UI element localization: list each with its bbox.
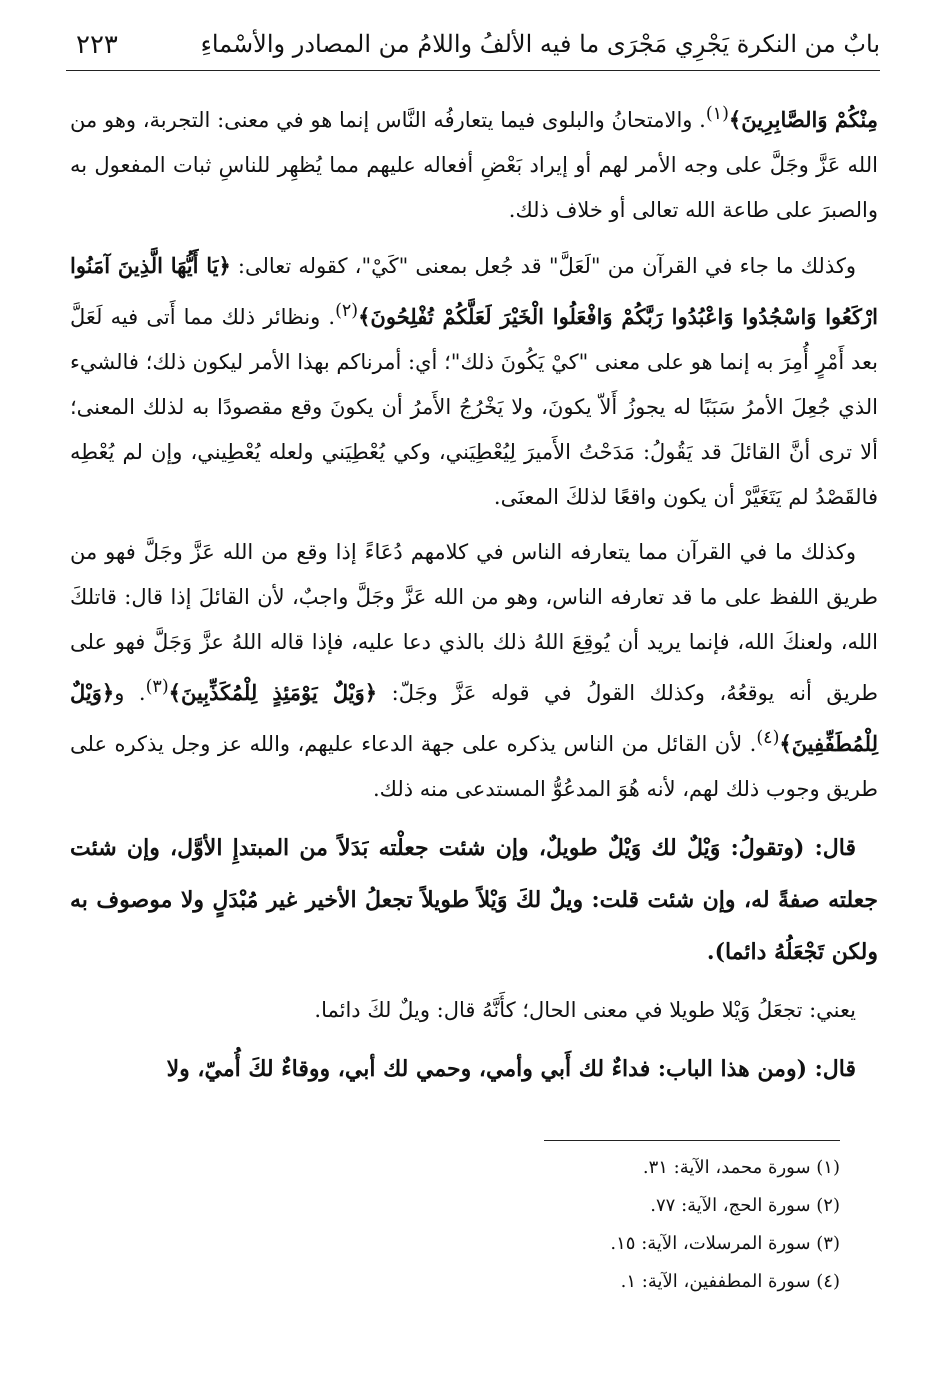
quran-quote: ﴿وَيْلٌ لِلْمُطَفِّفِينَ﴾	[70, 680, 878, 756]
paragraph-2	[70, 243, 878, 520]
footnote-divider	[544, 1140, 840, 1141]
paragraph-text: وكذلك ما في القرآن مما يتعارفه الناس في كلامهم دُعَاءً إذا وقع من الله عَزَّ وجَلَّ فهو من طريق اللفظ على ما قد تعارفه الناس، وهو من الله عَزَّ وجَلَّ واجبٌ، لأن القائلَ إذا قال: قاتلكَ الله، ولعنكَ الله، فإنما يريد أن يُوقِعَ اللهُ ذلك بالذي دعا عليه، فإذا قاله اللهُ عزَّ وَجَلَّ فهو على طريق أنه يوقعُهُ، وكذلك القولُ في قوله عَزَّ وجَلّ:	[70, 540, 879, 705]
paragraph-text: . و	[114, 681, 146, 705]
matn-paragraph-2: قال: (ومن هذا الباب: فداءٌ لك أَبي وأمي، وحمي لك أبي، ووقاءٌ لكَ أُميّ، ولا	[166, 1056, 856, 1082]
page-number: ٢٢٣	[76, 30, 118, 60]
footnote-ref: (٣)	[145, 677, 169, 697]
matn-paragraph-1: قال: (وتقولُ: وَيْلٌ لك وَيْلٌ طويلٌ، وإن شئت جعلْته بَدَلاً من المبتدإِ الأوَّل، وإن شئت جعلته صفةً له، وإن شئت قلت: ويلٌ لكَ وَيْلاً طويلاً تجعلُ الأخير غير مُبْدَلٍ ولا موصوف به ولكن تَجْعَلُهُ دائما).	[70, 835, 878, 965]
paragraph-3	[70, 530, 878, 812]
quran-quote: ﴿يَا أَيُّهَا الَّذِينَ آمَنُوا ارْكَعُوا وَاسْجُدُوا وَاعْبُدُوا رَبَّكُمْ وَافْعَلُوا الْخَيْرَ لَعَلَّكُمْ تُفْلِحُونَ﴾	[70, 253, 878, 329]
quran-quote: مِنْكُمْ وَالصَّابِرِينَ﴾	[728, 107, 878, 132]
page-body	[70, 92, 878, 1105]
paragraph-1	[70, 92, 878, 233]
paragraph-4: يعني: تجعَلُ وَيْلا طويلا في معنى الحال؛ كأَنَّهُ قال: ويلٌ لكَ دائما.	[314, 998, 856, 1022]
footnote-ref: (٢)	[335, 301, 359, 321]
running-title: بابٌ من النكرة يَجْرِي مَجْرَى ما فيه الألفُ واللامُ من المصادر والأسْماءِ	[200, 30, 880, 58]
footnote-2: (٢) سورة الحج، الآية: ٧٧.	[650, 1195, 840, 1216]
paragraph-text: . لأن القائل من الناس يذكره على جهة الدعاء عليهم، والله عز وجل يذكره على طريق وجوب ذلك لهم، لأنه هُوَ المدعُوُّ المستدعى منه ذلك.	[70, 732, 878, 801]
paragraph-text: وكذلك ما جاء في القرآن من "لَعَلَّ" قد جُعل بمعنى "كَيْ"، كقوله تعالى:	[230, 254, 856, 278]
footnote-1: (١) سورة محمد، الآية: ٣١.	[642, 1157, 840, 1178]
footnotes	[420, 1150, 840, 1302]
quran-quote: ﴿وَيْلٌ يَوْمَئِذٍ لِلْمُكَذِّبِينَ﴾	[168, 680, 378, 705]
paragraph-text: . ونظائر ذلك مما أَتى فيه لَعَلَّ بعد أَمْرٍ أُمِرَ به إنما هو على معنى "كيْ يَكُونَ ذلك"؛ أي: أمرناكم بهذا الأمر ليكون ذلك؛ فالشيء الذي جُعِلَ الأمرُ سَبَبًا له يجوزُ أَلاّ يكونَ، ولا يَخْرُجُ الأَمرُ أن يكونَ وقع مقصودًا به لذلك المعنى؛ ألا ترى أنَّ القائلَ قد يَقُولُ: مَدَحْتُ الأَميرَ لِيُعْطِيَني، وكي يُعْطِيَني ولعله يُعْطِيني، وإن لم يُعْطِه فالقَصْدُ لم يَتَغَيَّرْ أن يكون واقعًا لذلكَ المعنَى.	[70, 305, 878, 509]
footnote-3: (٣) سورة المرسلات، الآية: ١٥.	[610, 1233, 840, 1254]
footnote-ref: (٤)	[756, 728, 780, 748]
footnote-4: (٤) سورة المطففين، الآية: ١.	[620, 1271, 840, 1292]
paragraph-text: . والامتحانُ والبلوى فيما يتعارفُه النَّاس إنما هو في معنى: التجربة، وهو من الله عَزَّ وجَلَّ على وجه الأمر لهم أو إيراد بَعْضِ أفعاله عليهم مما يُظهِر للناسِ ثبات المفعول به والصبرَ على طاعة الله تعالى أو خلاف ذلك.	[70, 108, 878, 222]
footnote-ref: (١)	[705, 104, 729, 124]
page-header	[66, 22, 880, 71]
